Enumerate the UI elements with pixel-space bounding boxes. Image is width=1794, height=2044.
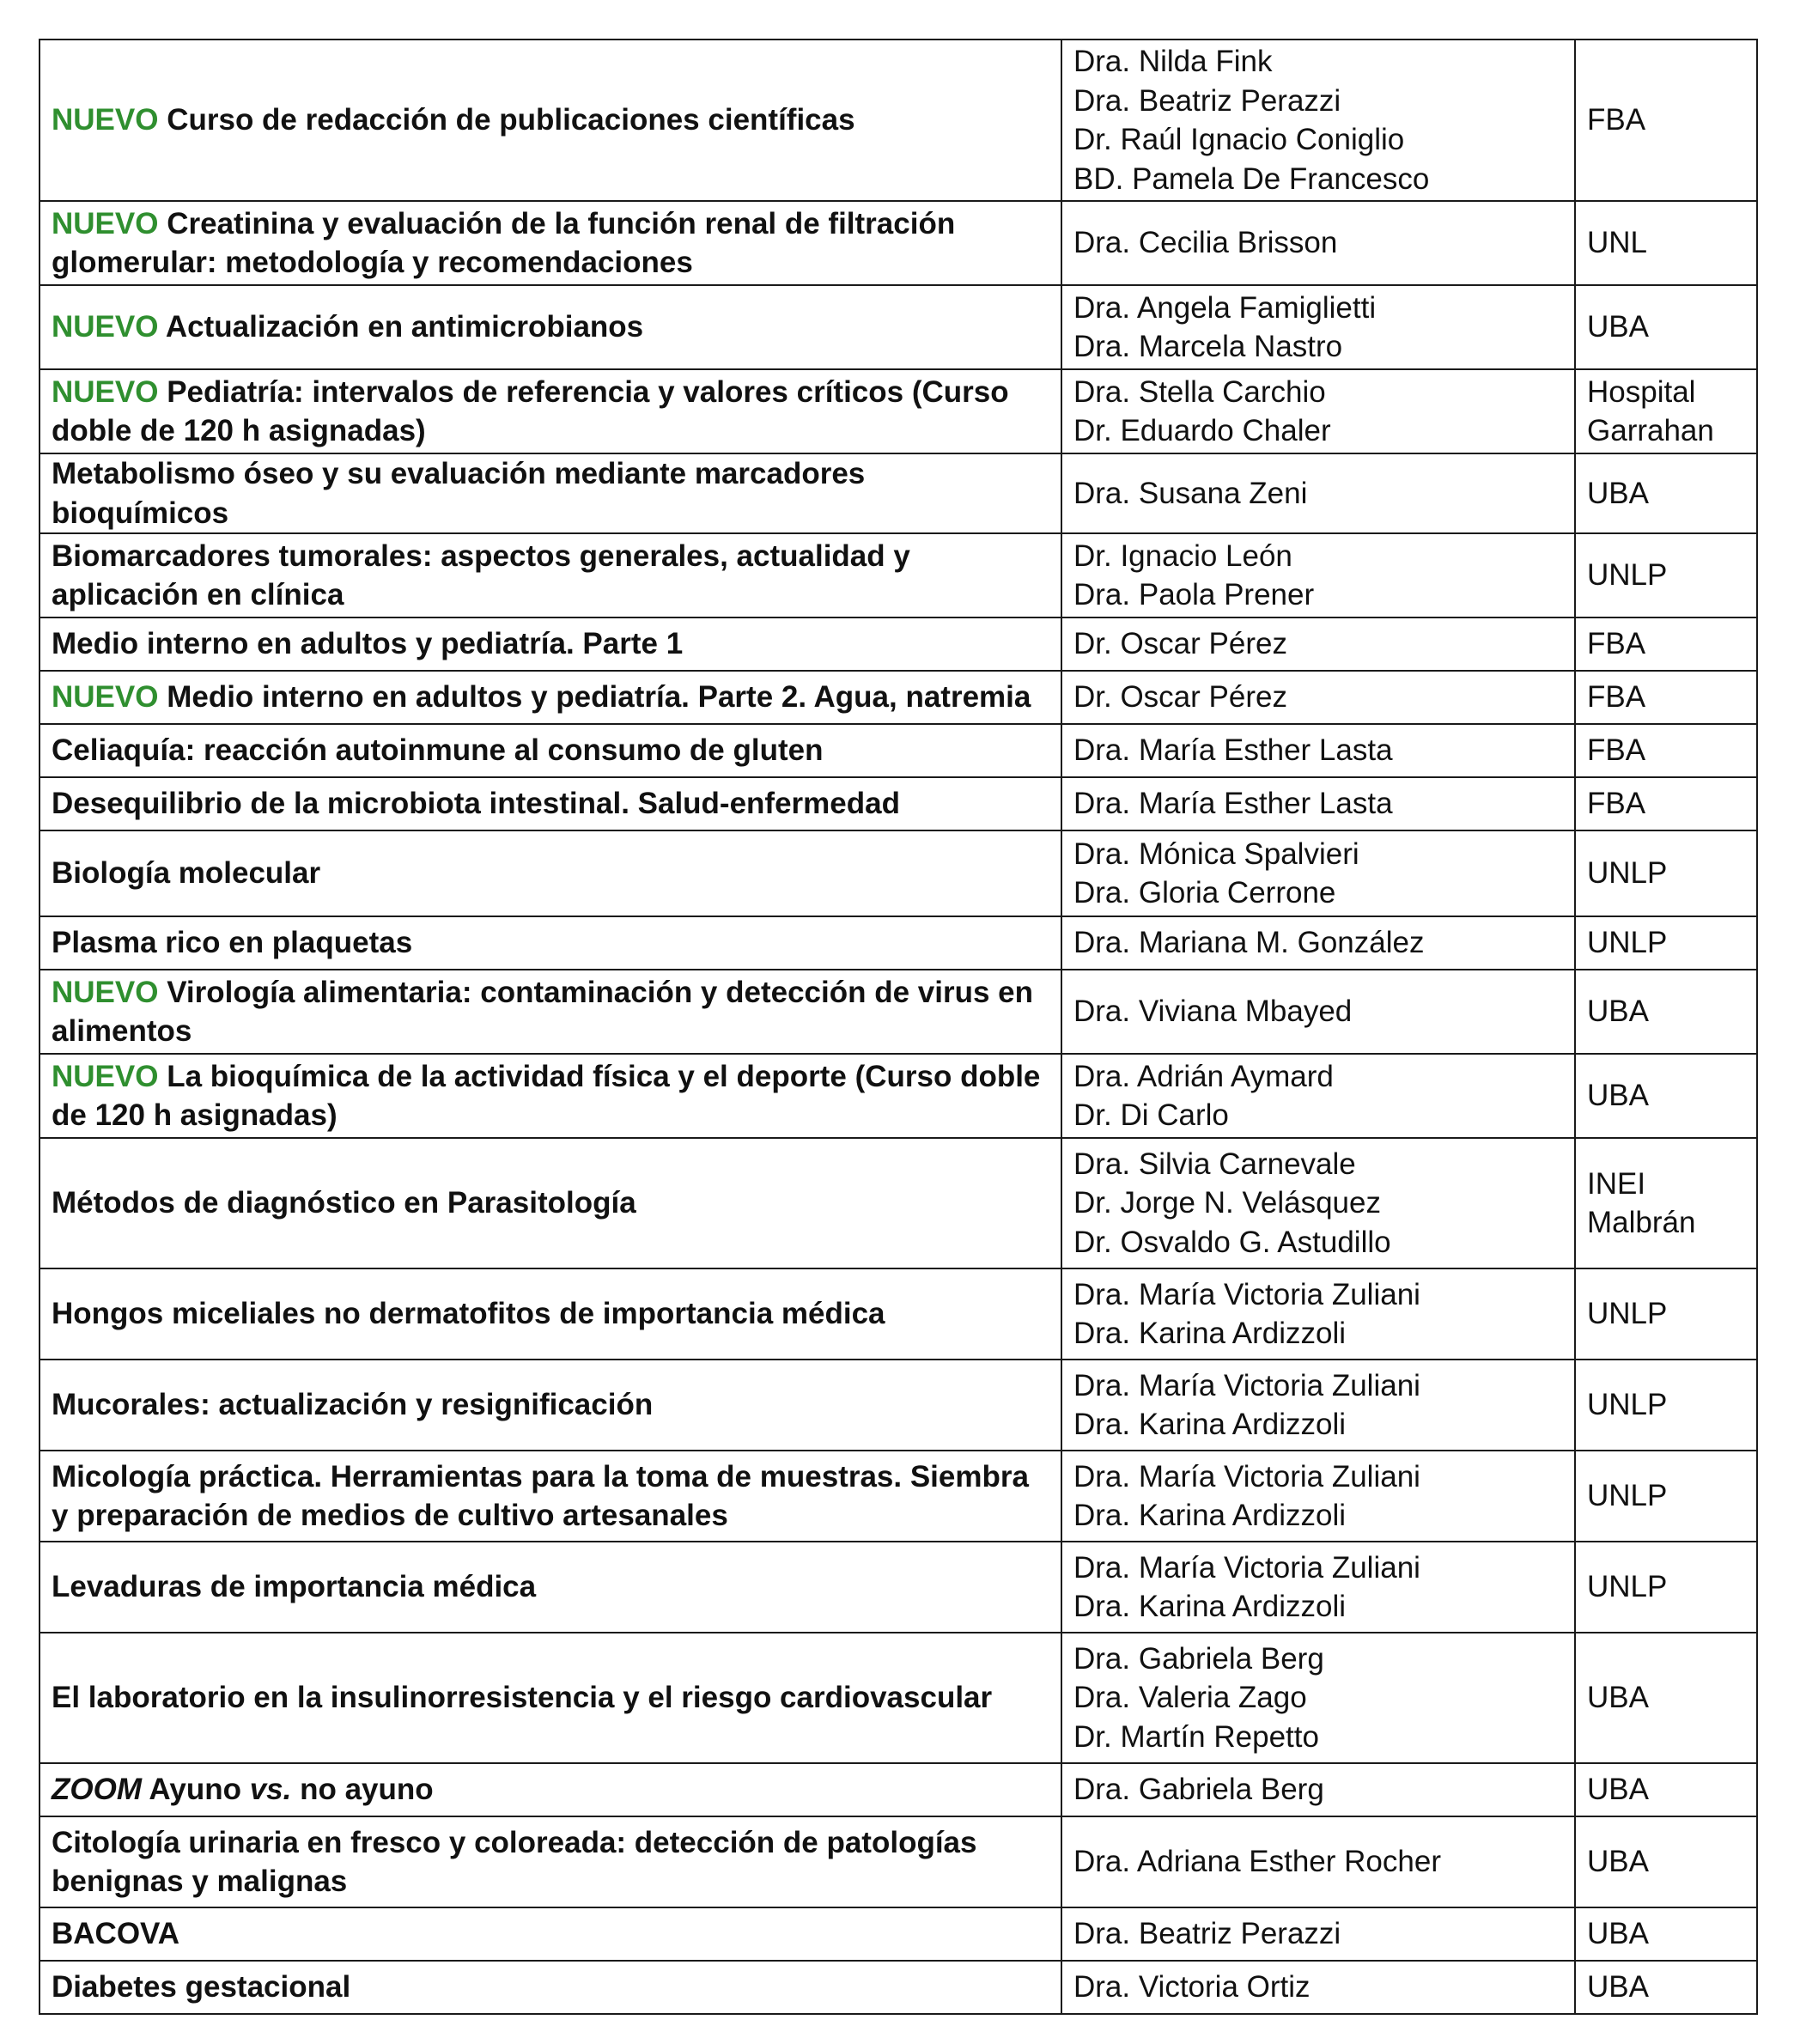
teacher-name: Dr. Eduardo Chaler	[1073, 414, 1331, 447]
teacher-name: Dra. María Victoria Zuliani	[1073, 1277, 1420, 1311]
institution-cell	[1575, 1816, 1757, 1907]
table-row	[40, 1268, 1757, 1360]
course-title: Medio interno en adultos y pediatría. Parte 2. Agua, natremia	[167, 680, 1031, 715]
institution-cell	[1575, 1138, 1757, 1268]
course-title: Hongos miceliales no dermatofitos de importancia médica	[52, 1297, 885, 1331]
institution-name: FBA	[1587, 733, 1646, 768]
institution-name: FBA	[1587, 680, 1646, 715]
course-title: Métodos de diagnóstico en Parasitología	[52, 1186, 636, 1220]
teachers-cell	[1061, 285, 1575, 369]
institution-name: UNLP	[1587, 1570, 1668, 1604]
teachers-cell	[1061, 1268, 1575, 1360]
course-title-cell	[40, 533, 1061, 617]
course-title: Virología alimentaria: contaminación y detección de virus en alimentos	[52, 975, 1034, 1048]
institution-name: UBA	[1587, 1079, 1649, 1113]
teachers-cell	[1061, 453, 1575, 533]
teacher-name: Dra. Mónica Spalvieri	[1073, 836, 1359, 871]
teacher-name: Dra. Viviana Mbayed	[1073, 995, 1353, 1029]
table-row	[40, 533, 1757, 617]
teacher-name: Dra. Gabriela Berg	[1073, 1773, 1324, 1807]
table-row	[40, 453, 1757, 533]
institution-cell	[1575, 970, 1757, 1054]
institution-name: UBA	[1587, 1845, 1649, 1879]
teacher-name: Dra. Karina Ardizzoli	[1073, 1499, 1347, 1532]
course-title: Plasma rico en plaquetas	[52, 926, 413, 960]
course-title: Actualización en antimicrobianos	[165, 310, 644, 344]
course-title-cell	[40, 1961, 1061, 2014]
teachers-cell	[1061, 1633, 1575, 1763]
institution-name: UNLP	[1587, 1479, 1668, 1513]
course-title-cell	[40, 1268, 1061, 1360]
institution-name: INEI	[1587, 1166, 1646, 1201]
teacher-name: Dra. Angela Famiglietti	[1073, 290, 1377, 325]
course-title: Creatinina y evaluación de la función renal de filtración glomerular: metodología y recomendaciones	[52, 206, 956, 279]
institution-cell	[1575, 1268, 1757, 1360]
table-row	[40, 777, 1757, 830]
course-title: Pediatría: intervalos de referencia y valores críticos (Curso doble de 120 h asignadas)	[52, 374, 1009, 447]
teacher-name: Dr. Ignacio León	[1073, 538, 1292, 573]
teacher-name: Dr. Jorge N. Velásquez	[1073, 1186, 1381, 1220]
course-title-cell	[40, 1633, 1061, 1763]
teacher-name: Dra. Beatriz Perazzi	[1073, 83, 1341, 118]
course-title-cell	[40, 830, 1061, 916]
institution-cell	[1575, 201, 1757, 285]
teacher-name: Dra. Valeria Zago	[1073, 1681, 1307, 1715]
teachers-cell	[1061, 777, 1575, 830]
teachers-cell	[1061, 201, 1575, 285]
courses-table	[39, 39, 1758, 2015]
table-row	[40, 1451, 1757, 1542]
teacher-name: Dra. María Esther Lasta	[1073, 787, 1393, 821]
new-badge: NUEVO	[52, 103, 159, 137]
course-title-part: ZOOM	[52, 1773, 142, 1807]
institution-name: UNLP	[1587, 856, 1668, 891]
course-title-cell	[40, 1542, 1061, 1633]
course-title-cell	[40, 201, 1061, 285]
institution-cell	[1575, 1961, 1757, 2014]
institution-name: UBA	[1587, 476, 1649, 510]
teacher-name: Dra. Mariana M. González	[1073, 926, 1425, 960]
course-title-part: vs.	[249, 1773, 292, 1807]
teacher-name: Dra. Karina Ardizzoli	[1073, 1317, 1347, 1350]
course-title-cell	[40, 671, 1061, 724]
table-row	[40, 671, 1757, 724]
course-title-cell	[40, 453, 1061, 533]
table-row	[40, 1961, 1757, 2014]
table-row	[40, 1816, 1757, 1907]
institution-name: UNLP	[1587, 558, 1668, 593]
institution-cell	[1575, 285, 1757, 369]
course-title-cell	[40, 916, 1061, 970]
course-title-part: Ayuno	[141, 1773, 250, 1807]
institution-name: UBA	[1587, 1773, 1649, 1807]
course-title-cell	[40, 369, 1061, 453]
teachers-cell	[1061, 724, 1575, 777]
table-row	[40, 40, 1757, 201]
teacher-name: Dra. Gloria Cerrone	[1073, 876, 1336, 909]
course-title-cell	[40, 1907, 1061, 1961]
teacher-name: Dra. María Victoria Zuliani	[1073, 1368, 1420, 1402]
table-row	[40, 970, 1757, 1054]
institution-cell	[1575, 1907, 1757, 1961]
course-title-cell	[40, 285, 1061, 369]
teacher-name: Dra. Adriana Esther Rocher	[1073, 1845, 1441, 1879]
institution-cell	[1575, 916, 1757, 970]
table-row	[40, 369, 1757, 453]
teachers-cell	[1061, 1816, 1575, 1907]
course-title: El laboratorio en la insulinorresistencia y el riesgo cardiovascular	[52, 1681, 993, 1715]
institution-cell	[1575, 1633, 1757, 1763]
teacher-name: Dra. Victoria Ortiz	[1073, 1970, 1311, 2004]
teachers-cell	[1061, 617, 1575, 671]
table-row	[40, 724, 1757, 777]
new-badge: NUEVO	[52, 1059, 159, 1093]
institution-cell	[1575, 777, 1757, 830]
teacher-name: Dra. Cecilia Brisson	[1073, 226, 1338, 260]
table-row	[40, 285, 1757, 369]
new-badge: NUEVO	[52, 975, 159, 1009]
institution-cell	[1575, 1360, 1757, 1451]
new-badge: NUEVO	[52, 310, 159, 344]
institution-name: UBA	[1587, 1917, 1649, 1951]
institution-name: FBA	[1587, 627, 1646, 661]
course-title: Micología práctica. Herramientas para la toma de muestras. Siembra y preparación de medios de cultivo artesanales	[52, 1459, 1029, 1532]
teacher-name: Dra. Stella Carchio	[1073, 374, 1326, 409]
teachers-cell	[1061, 1138, 1575, 1268]
institution-cell	[1575, 453, 1757, 533]
teacher-name: Dra. Karina Ardizzoli	[1073, 1590, 1347, 1623]
teachers-cell	[1061, 533, 1575, 617]
teacher-name: BD. Pamela De Francesco	[1073, 161, 1430, 196]
course-title: Curso de redacción de publicaciones científicas	[167, 103, 855, 137]
table-row	[40, 830, 1757, 916]
teacher-name: Dra. María Victoria Zuliani	[1073, 1459, 1420, 1493]
table-row	[40, 1907, 1757, 1961]
course-title: Biología molecular	[52, 856, 321, 891]
teachers-cell	[1061, 830, 1575, 916]
course-title-cell	[40, 40, 1061, 201]
teacher-name: Dr. Raúl Ignacio Coniglio	[1073, 123, 1405, 156]
teacher-name: Dr. Oscar Pérez	[1073, 627, 1287, 661]
institution-name: UBA	[1587, 310, 1649, 344]
teachers-cell	[1061, 916, 1575, 970]
institution-name: UBA	[1587, 1970, 1649, 2004]
institution-name: FBA	[1587, 103, 1646, 137]
teacher-name: Dra. Susana Zeni	[1073, 476, 1308, 510]
teacher-name: Dr. Martín Repetto	[1073, 1719, 1319, 1754]
course-title: BACOVA	[52, 1917, 180, 1951]
teachers-cell	[1061, 1054, 1575, 1138]
teacher-name: Dra. Karina Ardizzoli	[1073, 1408, 1347, 1441]
teacher-name: Dra. Marcela Nastro	[1073, 330, 1343, 363]
course-title: Metabolismo óseo y su evaluación mediante marcadores bioquímicos	[52, 457, 866, 530]
course-title: Medio interno en adultos y pediatría. Parte 1	[52, 627, 684, 661]
table-row	[40, 1360, 1757, 1451]
course-title: Biomarcadores tumorales: aspectos generales, actualidad y aplicación en clínica	[52, 538, 910, 611]
course-title-cell	[40, 1763, 1061, 1816]
teacher-name: Dra. Paola Prener	[1073, 578, 1315, 611]
course-title: Levaduras de importancia médica	[52, 1570, 537, 1604]
institution-name: UBA	[1587, 995, 1649, 1029]
teacher-name: Dra. Gabriela Berg	[1073, 1641, 1324, 1676]
course-title: Celiaquía: reacción autoinmune al consumo de gluten	[52, 733, 824, 768]
course-title-cell	[40, 724, 1061, 777]
table-row	[40, 1633, 1757, 1763]
institution-cell	[1575, 40, 1757, 201]
course-title-cell	[40, 1054, 1061, 1138]
new-badge: NUEVO	[52, 206, 159, 240]
institution-name: UNLP	[1587, 1297, 1668, 1331]
courses-table-body	[40, 40, 1757, 2014]
table-row	[40, 1138, 1757, 1268]
teachers-cell	[1061, 1451, 1575, 1542]
institution-cell	[1575, 617, 1757, 671]
institution-cell	[1575, 1054, 1757, 1138]
course-title: Citología urinaria en fresco y coloreada: detección de patologías benignas y malignas	[52, 1825, 977, 1898]
table-row	[40, 1542, 1757, 1633]
institution-name: Malbrán	[1587, 1206, 1696, 1239]
institution-name: UNLP	[1587, 926, 1668, 960]
table-row	[40, 201, 1757, 285]
course-title-cell	[40, 1816, 1061, 1907]
teachers-cell	[1061, 1360, 1575, 1451]
teacher-name: Dra. Beatriz Perazzi	[1073, 1917, 1341, 1951]
institution-name: UNL	[1587, 226, 1648, 260]
table-row	[40, 1054, 1757, 1138]
institution-cell	[1575, 1542, 1757, 1633]
institution-name: UNLP	[1587, 1388, 1668, 1422]
institution-cell	[1575, 724, 1757, 777]
teacher-name: Dra. Silvia Carnevale	[1073, 1147, 1356, 1181]
course-title: Diabetes gestacional	[52, 1970, 351, 2004]
teachers-cell	[1061, 1542, 1575, 1633]
course-title-cell	[40, 617, 1061, 671]
course-title: Mucorales: actualización y resignificación	[52, 1388, 654, 1422]
course-title-cell	[40, 1360, 1061, 1451]
teacher-name: Dra. Adrián Aymard	[1073, 1059, 1334, 1093]
teacher-name: Dra. María Victoria Zuliani	[1073, 1550, 1420, 1585]
teachers-cell	[1061, 1763, 1575, 1816]
teacher-name: Dr. Di Carlo	[1073, 1098, 1229, 1132]
institution-name: Garrahan	[1587, 414, 1714, 447]
course-title-part: no ayuno	[291, 1773, 434, 1807]
new-badge: NUEVO	[52, 374, 159, 409]
teachers-cell	[1061, 671, 1575, 724]
institution-name: FBA	[1587, 787, 1646, 821]
teacher-name: Dra. Nilda Fink	[1073, 45, 1273, 78]
course-title-cell	[40, 1138, 1061, 1268]
institution-cell	[1575, 671, 1757, 724]
institution-name: UBA	[1587, 1681, 1649, 1715]
teachers-cell	[1061, 1907, 1575, 1961]
course-title-cell	[40, 970, 1061, 1054]
institution-cell	[1575, 533, 1757, 617]
institution-name: Hospital	[1587, 374, 1696, 409]
institution-cell	[1575, 369, 1757, 453]
teacher-name: Dr. Oscar Pérez	[1073, 680, 1287, 715]
course-title: Desequilibrio de la microbiota intestinal. Salud-enfermedad	[52, 787, 900, 821]
institution-cell	[1575, 830, 1757, 916]
new-badge: NUEVO	[52, 680, 159, 715]
institution-cell	[1575, 1451, 1757, 1542]
teachers-cell	[1061, 970, 1575, 1054]
teacher-name: Dra. María Esther Lasta	[1073, 733, 1393, 768]
course-title: La bioquímica de la actividad física y el deporte (Curso doble de 120 h asignadas)	[52, 1059, 1041, 1132]
teachers-cell	[1061, 369, 1575, 453]
course-title-cell	[40, 1451, 1061, 1542]
teachers-cell	[1061, 1961, 1575, 2014]
teachers-cell	[1061, 40, 1575, 201]
course-title-cell	[40, 777, 1061, 830]
teacher-name: Dr. Osvaldo G. Astudillo	[1073, 1225, 1391, 1259]
table-row	[40, 617, 1757, 671]
table-row	[40, 916, 1757, 970]
institution-cell	[1575, 1763, 1757, 1816]
table-row	[40, 1763, 1757, 1816]
